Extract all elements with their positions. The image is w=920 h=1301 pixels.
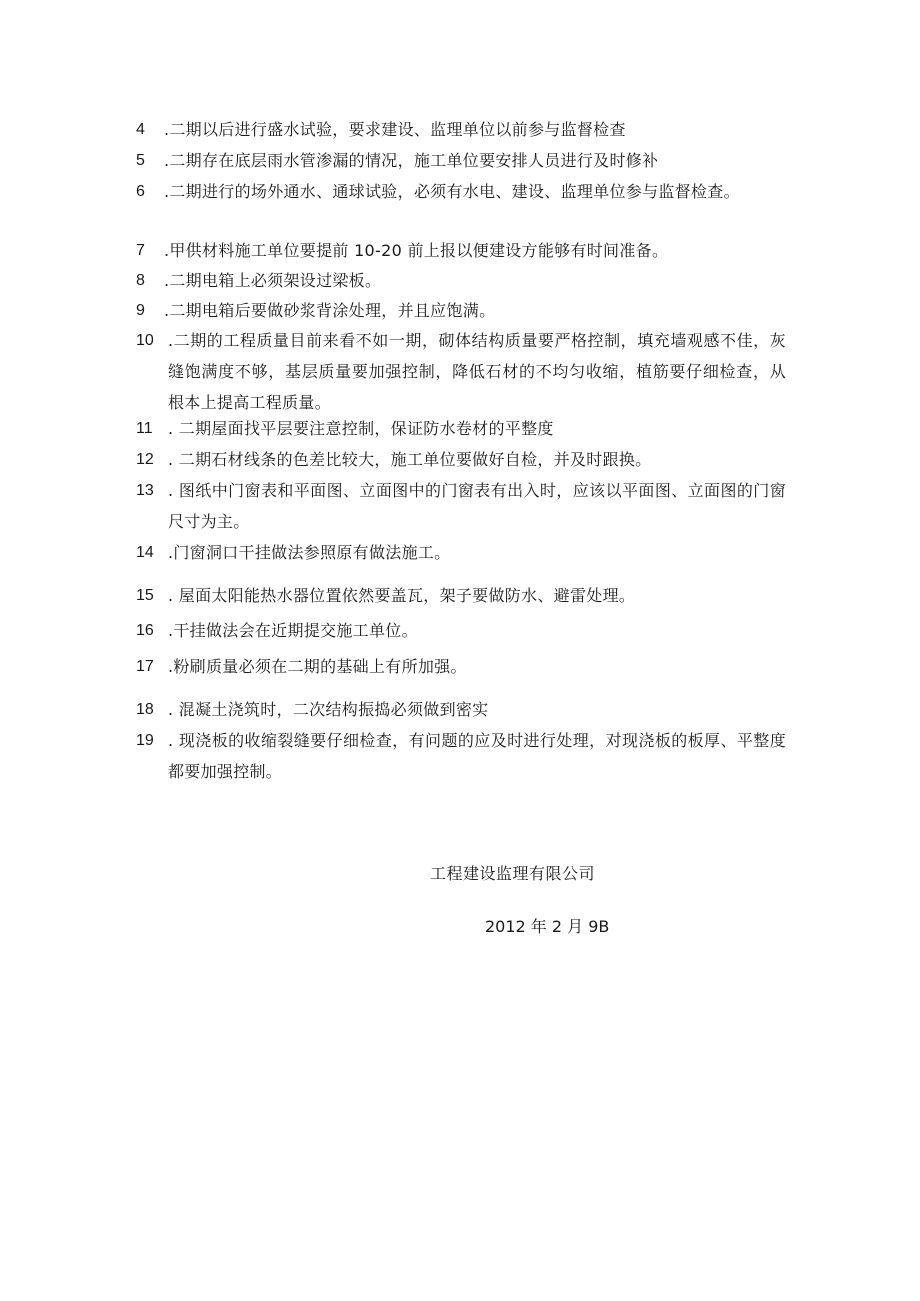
item-number: 8 (136, 272, 145, 289)
signature-date: 2012 年 2 月 9B (485, 917, 610, 936)
list-item-16 (136, 615, 786, 646)
item-number: 18 (136, 701, 154, 718)
list-item-11 (136, 413, 786, 444)
list-item-6 (136, 176, 786, 207)
item-number: 9 (136, 302, 145, 319)
item-text: .二期存在底层雨水管渗漏的情况，施工单位要安排人员进行及时修补 (164, 151, 659, 170)
list-item-14 (136, 537, 786, 568)
item-number: 16 (136, 622, 154, 639)
list-item-5 (136, 145, 786, 176)
list-item-17 (136, 651, 786, 682)
item-text: . 混凝土浇筑时，二次结构振捣必须做到密实 (168, 700, 489, 719)
list-item-7 (136, 235, 786, 266)
item-number: 14 (136, 544, 154, 561)
list-item-19 (136, 725, 786, 787)
list-item-4 (136, 114, 786, 145)
item-text: .二期电箱后要做砂浆背涂处理，并且应饱满。 (164, 301, 496, 320)
list-item-10 (136, 325, 786, 418)
item-text: .粉刷质量必须在二期的基础上有所加强。 (168, 657, 467, 676)
list-item-18 (136, 694, 786, 725)
item-text: .二期以后进行盛水试验，要求建设、监理单位以前参与监督检查 (164, 120, 626, 139)
item-number: 15 (136, 587, 154, 604)
list-item-9 (136, 295, 786, 326)
item-text: . 二期石材线条的色差比较大，施工单位要做好自检，并及时跟换。 (168, 450, 652, 469)
list-item-12 (136, 444, 786, 475)
item-number: 13 (136, 482, 154, 499)
item-text: . 现浇板的收缩裂缝要仔细检查，有问题的应及时进行处理，对现浇板的板厚、平整度都要加强控制。 (168, 731, 786, 781)
item-number: 17 (136, 658, 154, 675)
item-number: 7 (136, 242, 145, 259)
item-text: . 二期屋面找平层要注意控制，保证防水卷材的平整度 (168, 419, 554, 438)
item-number: 19 (136, 732, 154, 749)
item-text: .二期的工程质量目前来看不如一期，砌体结构质量要严格控制，填充墙观感不佳，灰缝饱满度不够，基层质量要加强控制，降低石材的不均匀收缩，植筋要仔细检查，从根本上提高工程质量。 (168, 331, 786, 412)
item-number: 11 (136, 420, 153, 437)
item-number: 4 (136, 121, 145, 138)
item-number: 6 (136, 183, 145, 200)
item-text: .干挂做法会在近期提交施工单位。 (168, 621, 418, 640)
item-text: .门窗洞口干挂做法参照原有做法施工。 (168, 543, 451, 562)
item-text: .二期电箱上必须架设过梁板。 (164, 271, 382, 290)
item-number: 5 (136, 152, 145, 169)
item-number: 10 (136, 332, 154, 349)
item-text: . 图纸中门窗表和平面图、立面图中的门窗表有出入时，应该以平面图、立面图的门窗尺寸为主。 (168, 481, 786, 531)
list-item-8 (136, 265, 786, 296)
item-number: 12 (136, 451, 154, 468)
list-item-13 (136, 475, 786, 537)
signature-company: 工程建设监理有限公司 (430, 864, 596, 883)
item-text: .二期进行的场外通水、通球试验，必须有水电、建设、监理单位参与监督检查。 (164, 182, 740, 201)
item-text: . 屋面太阳能热水器位置依然要盖瓦，架子要做防水、避雷处理。 (168, 586, 636, 605)
item-text: .甲供材料施工单位要提前 10-20 前上报以便建设方能够有时间准备。 (164, 241, 669, 260)
list-item-15 (136, 580, 786, 611)
